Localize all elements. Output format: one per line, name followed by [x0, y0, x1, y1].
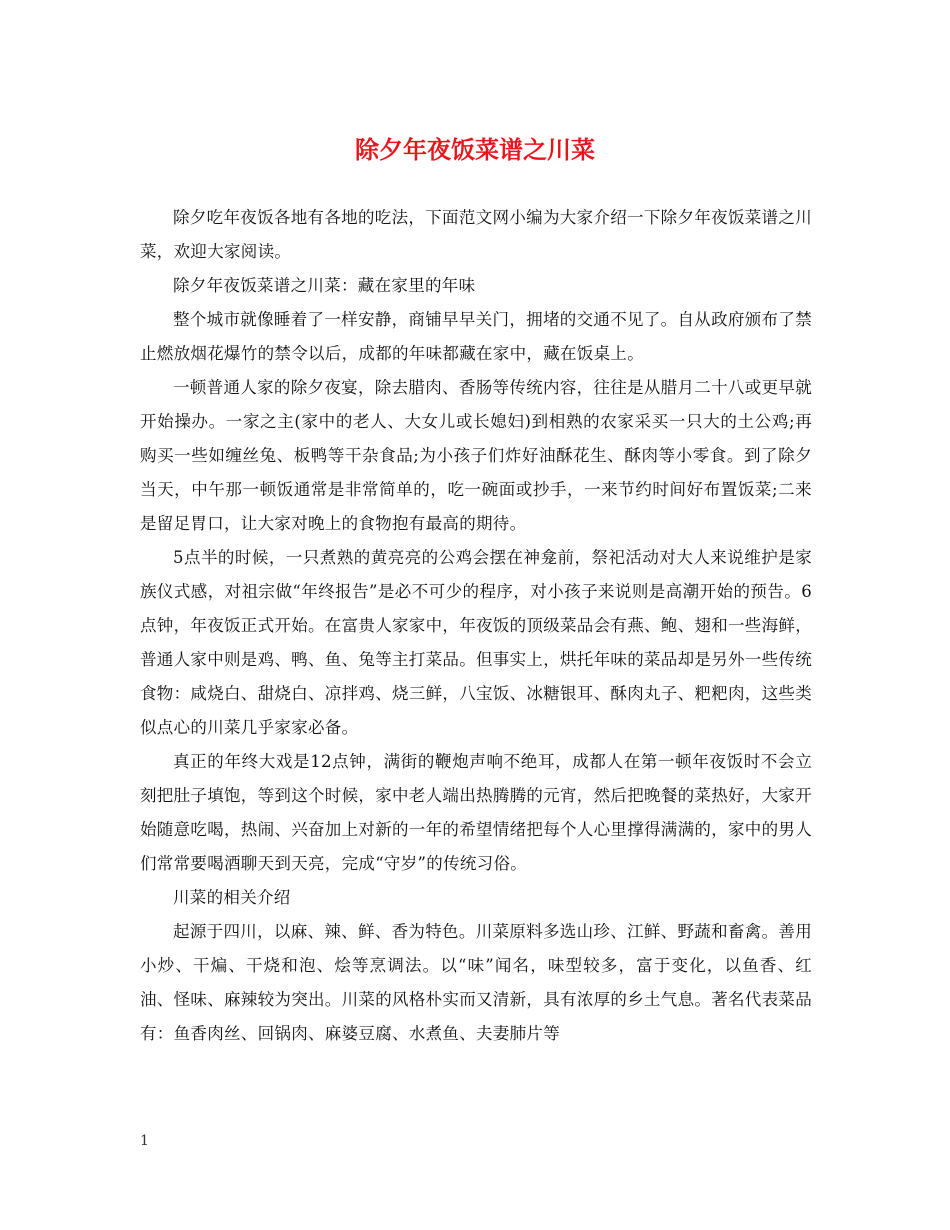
intro-paragraph: 除夕吃年夜饭各地有各地的吃法，下面范文网小编为大家介绍一下除夕年夜饭菜谱之川菜，欢迎大家阅读。 — [140, 208, 812, 261]
body-paragraph: 5点半的时候，一只煮熟的黄亮亮的公鸡会摆在神龛前，祭祀活动对大人来说维护是家族仪式感，对祖宗做“年终报告”是必不可少的程序，对小孩子来说则是高潮开始的预告。6点钟，年夜饭正式开始。在富贵人家家中，年夜饭的顶级菜品会有燕、鲍、翅和一些海鲜，普通人家中则是鸡、鸭、鱼、兔等主打菜品。但事实上，烘托年味的菜品却是另外一些传统食物：咸烧白、甜烧白、凉拌鸡、烧三鲜，八宝饭、冰糖银耳、酥肉丸子、粑粑肉，这些类似点心的川菜几乎家家必备。 — [140, 548, 812, 737]
document-body — [140, 201, 812, 1051]
document-title: 除夕年夜饭菜谱之川菜 — [355, 136, 595, 164]
page-number: 1 — [140, 1133, 149, 1149]
body-paragraph: 一顿普通人家的除夕夜宴，除去腊肉、香肠等传统内容，往往是从腊月二十八或更早就开始操办。一家之主(家中的老人、大女儿或长媳妇)到相熟的农家采买一只大的土公鸡;再购买一些如缠丝兔、板鸭等干杂食品;为小孩子们炸好油酥花生、酥肉等小零食。到了除夕当天，中午那一顿饭通常是非常简单的，吃一碗面或抄手，一来节约时间好布置饭菜;二来是留足胃口，让大家对晚上的食物抱有最高的期待。 — [140, 378, 812, 533]
body-paragraph: 起源于四川，以麻、辣、鲜、香为特色。川菜原料多选山珍、江鲜、野蔬和畜禽。善用小炒、干煸、干烧和泡、烩等烹调法。以“味”闻名，味型较多，富于变化，以鱼香、红油、怪味、麻辣较为突出。川菜的风格朴实而又清新，具有浓厚的乡土气息。著名代表菜品有：鱼香肉丝、回锅肉、麻婆豆腐、水煮鱼、夫妻肺片等 — [140, 922, 812, 1043]
section-heading: 除夕年夜饭菜谱之川菜：藏在家里的年味 — [173, 276, 476, 295]
body-paragraph: 真正的年终大戏是12点钟，满街的鞭炮声响不绝耳，成都人在第一顿年夜饭时不会立刻把肚子填饱，等到这个时候，家中老人端出热腾腾的元宵，然后把晚餐的菜热好，大家开始随意吃喝，热闹、兴奋加上对新的一年的希望情绪把每个人心里撑得满满的，家中的男人们常常要喝酒聊天到天亮，完成“守岁”的传统习俗。 — [140, 752, 812, 873]
body-paragraph: 整个城市就像睡着了一样安静，商铺早早关门，拥堵的交通不见了。自从政府颁布了禁止燃放烟花爆竹的禁令以后，成都的年味都藏在家中，藏在饭桌上。 — [140, 310, 812, 363]
section-heading: 川菜的相关介绍 — [173, 888, 291, 907]
